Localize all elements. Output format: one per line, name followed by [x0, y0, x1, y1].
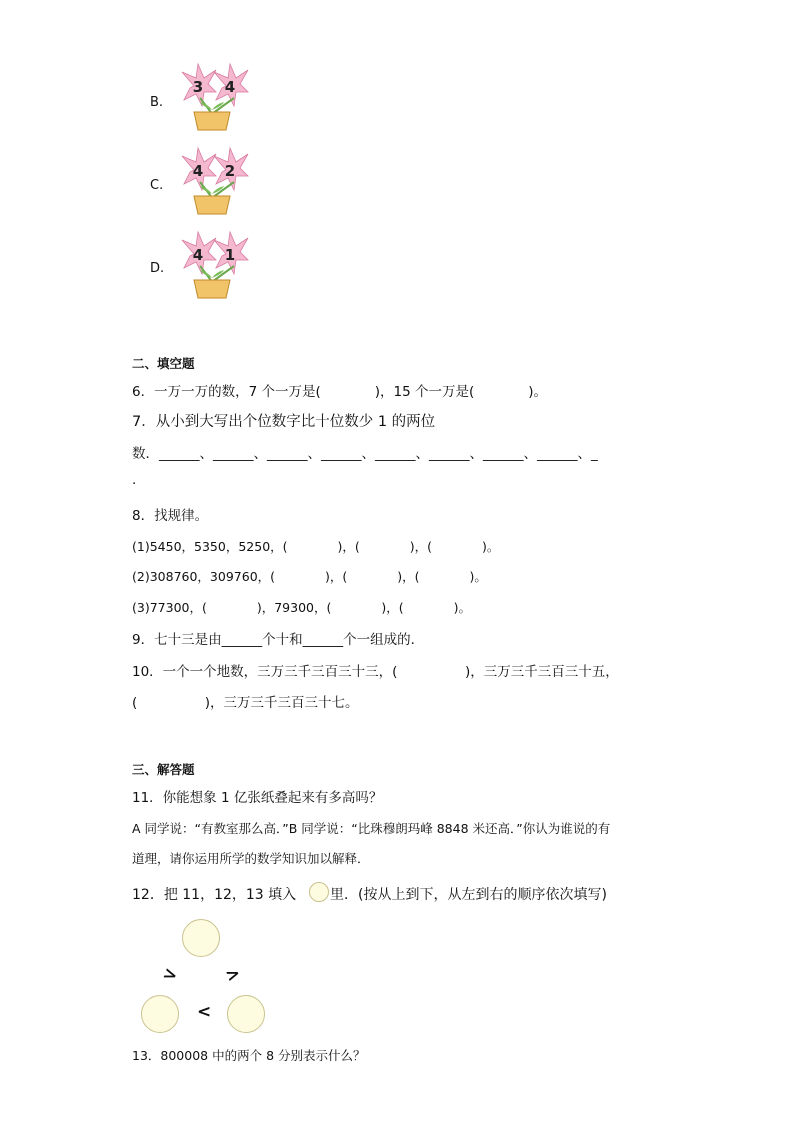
flower-number-right: 4 [224, 78, 236, 96]
flower-number-right: 2 [224, 162, 236, 180]
flower-number-left: 3 [192, 78, 204, 96]
flower-pot-c-image [172, 146, 252, 216]
circle-top-input[interactable] [182, 919, 220, 957]
question-7-line3: . [132, 472, 137, 488]
option-b-label: B. [150, 95, 164, 110]
flower-pot-d-image [172, 230, 252, 300]
question-11-text-line2: 道理，请你运用所学的数学知识加以解释． [132, 851, 370, 866]
section-title-fill-in: 二、填空题 [132, 356, 195, 371]
question-13: 13．800008 中的两个 8 分别表示什么？ [132, 1048, 366, 1063]
question-8: 8．找规律。 [132, 508, 209, 524]
flower-number-left: 4 [192, 162, 204, 180]
question-12-suffix: 里．(按从上到下，从左到右的顺序依次填写) [330, 887, 607, 903]
question-12-prefix: 12．把 11，12，13 填入 [132, 887, 297, 903]
option-d-label: D. [150, 261, 165, 276]
flower-pot-b-image [172, 62, 252, 132]
flower-number-left: 4 [192, 246, 204, 264]
question-11: 11．你能想象 1 亿张纸叠起来有多高吗？ [132, 790, 383, 806]
flower-number-right: 1 [224, 246, 236, 264]
question-8-part1: (1)5450，5350，5250，( )，( )，( )。 [132, 539, 500, 554]
question-7-line2: 数．______、______、______、______、______、______、______、______、_ [132, 446, 598, 462]
option-c-label: C. [150, 178, 164, 193]
question-7-line1: 7．从小到大写出个位数字比十位数少 1 的两位 [132, 414, 436, 430]
circle-bottom-right-input[interactable] [227, 995, 265, 1033]
symbol-greater-left: > [160, 963, 181, 987]
circle-bottom-left-input[interactable] [141, 995, 179, 1033]
question-6: 6．一万一万的数，7 个一万是( )，15 个一万是( )。 [132, 384, 548, 400]
question-10-line1: 10．一个一个地数，三万三千三百三十三，( )，三万三千三百三十五， [132, 664, 619, 680]
question-9: 9．七十三是由______个十和______个一组成的． [132, 632, 425, 648]
question-10-line2: ( )，三万三千三百三十七。 [132, 695, 359, 711]
question-11-text-line1: A 同学说：“有教室那么高．”B 同学说：“比珠穆朗玛峰 8848 米还高．”你认为谁说的有 [132, 821, 611, 836]
question-8-part2: (2)308760，309760，( )，( )，( )。 [132, 569, 487, 584]
symbol-greater-right: > [223, 963, 244, 987]
inline-circle-icon [309, 882, 329, 902]
symbol-less-bottom: < [197, 1002, 212, 1022]
question-8-part3: (3)77300，( )，79300，( )，( )。 [132, 600, 471, 615]
section-title-solve: 三、解答题 [132, 762, 195, 777]
